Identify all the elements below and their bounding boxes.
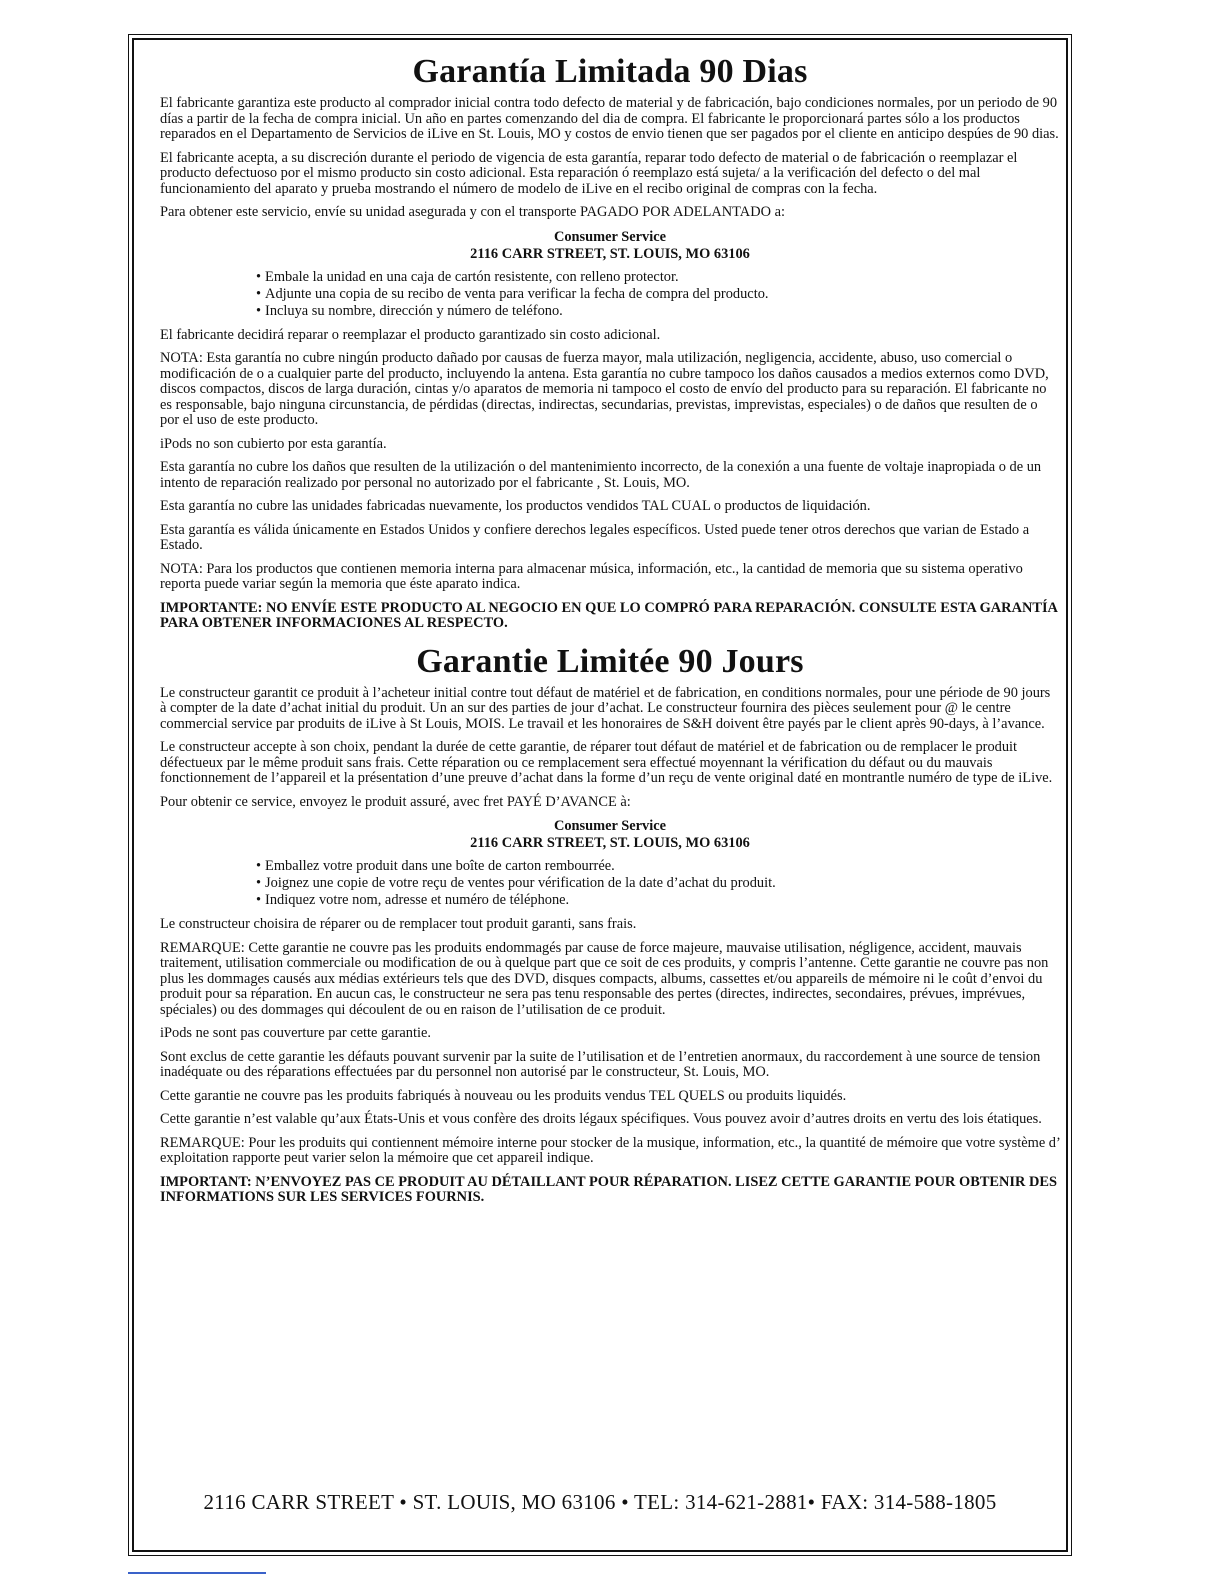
spanish-service-name: Consumer Service bbox=[553, 228, 667, 245]
page-edge-mark bbox=[128, 1572, 266, 1574]
spanish-paragraph-validity: Esta garantía es válida únicamente en Estados Unidos y confiere derechos legales específicos. Usted puede tener otros derechos que varian de Estado a Estado. bbox=[160, 521, 1030, 553]
spanish-important-notice: IMPORTANTE: NO ENVÍE ESTE PRODUCTO AL NEGOCIO EN QUE LO COMPRÓ PARA REPARACIÓN. CONSULTE ESTA GARANTÍA PARA OBTENER INFORMACIONES AL RESPECTO. bbox=[160, 599, 1058, 631]
list-item: • Emballez votre produit dans une boîte de carton rembourrée. bbox=[256, 858, 1060, 875]
list-item: • Indiquez votre nom, adresse et numéro de téléphone. bbox=[256, 892, 1060, 909]
spanish-warranty-section bbox=[160, 52, 1060, 632]
french-title: Garantie Limitée 90 Jours bbox=[416, 642, 804, 680]
spanish-paragraph-refurbished: Esta garantía no cubre las unidades fabricadas nuevamente, los productos vendidos TAL CUAL o productos de liquidación. bbox=[160, 498, 871, 514]
spanish-paragraph-coverage: El fabricante garantiza este producto al comprador inicial contra todo defecto de material y de fabricación, bajo condiciones normales, por un periodo de 90 días a partir de la fecha de compra inicial. Un año en partes comenzando del dia de compra. El fabricante le proporcionará partes sólo a los productos reparados en el Departamento de Servicios de iLive en St. Louis, MO y costos de envio tienen que ser pagados por el cliente en anticipo despúes de 90 dias. bbox=[160, 95, 1059, 142]
list-item: • Joignez une copie de votre reçu de ventes pour vérification de la date d’achat du produit. bbox=[256, 875, 1060, 892]
list-item: • Embale la unidad en una caja de cartón resistente, con relleno protector. bbox=[256, 269, 1060, 286]
spanish-service-address-block bbox=[160, 229, 1060, 263]
french-paragraph-shipping: Pour obtenir ce service, envoyez le produit assuré, avec fret PAYÉ D’AVANCE à: bbox=[160, 793, 631, 810]
spanish-paragraph-shipping: Para obtener este servicio, envíe su unidad asegurada y con el transporte PAGADO POR ADELANTADO a: bbox=[160, 204, 785, 220]
french-paragraph-validity: Cette garantie n’est valable qu’aux États-Unis et vous confère des droits légaux spécifiques. Vous pouvez avoir d’autres droits en vertu des lois étatiques. bbox=[160, 1111, 1042, 1127]
french-paragraph-remarque: REMARQUE: Cette garantie ne couvre pas les produits endommagés par cause de force majeure, mauvaise utilisation, négligence, accident, mauvais traitement, utilisation commerciale ou modification de ou à quelque part que ce soit de ces produits, y compris l’antenne. Cette garantie ne couvre pas non plus les dommages causés aux médias extérieurs tels que des DVD, disques compacts, albums, cassettes et/ou appareils de mémoire ni le coût d’envoi du produit pour sa réparation. En aucun cas, le constructeur ne sera pas tenu responsable des pertes (directes, indirectes, secondaires, prévues, imprévues, spéciales) ou des dommages qui découlent de ou en raison de l’utilisation de ce produit. bbox=[160, 939, 1049, 1018]
french-service-address-block bbox=[160, 818, 1060, 852]
french-paragraph-repair: Le constructeur accepte à son choix, pendant la durée de cette garantie, de réparer tout défaut de matériel et de fabrication ou de remplacer le produit défectueux par le même produit sans frais. Cette réparation ou ce remplacement sera effectué moyennant la vérification du défaut ou du mauvais fonctionnement de l’appareil et la présentation d’une preuve d’achat dans la forme d’un reçu de vente original daté en montrantle numéro de type de iLive. bbox=[160, 739, 1053, 786]
spanish-paragraph-memory: NOTA: Para los productos que contienen memoria interna para almacenar música, información, etc., la cantidad de memoria que su sistema operativo reporta puede variar según la memoria que éste aparato indica. bbox=[160, 560, 1023, 592]
french-warranty-section bbox=[160, 642, 1060, 1206]
french-paragraph-refurbished: Cette garantie ne couvre pas les produits fabriqués à nouveau ou les produits vendus TEL QUELS ou produits liquidés. bbox=[160, 1087, 847, 1104]
spanish-title: Garantía Limitada 90 Dias bbox=[412, 53, 808, 90]
warranty-content bbox=[160, 52, 1060, 1216]
french-service-address: 2116 CARR STREET, ST. LOUIS, MO 63106 bbox=[470, 835, 750, 851]
spanish-paragraph-ipods: iPods no son cubierto por esta garantía. bbox=[160, 435, 387, 452]
french-bullet-list bbox=[256, 858, 1060, 909]
french-paragraph-coverage: Le constructeur garantit ce produit à l’acheteur initial contre tout défaut de matériel et de fabrication, en conditions normales, pour une période de 90 jours à compter de la date d’achat initial du produit. Un an sur des parties de jour d’achat. Le constructeur fournira des pièces seulement pour @ le centre commercial service par produits de iLive à St Louis, MOIS. Le travail et les honoraires de S&H doivent être payés par le client après 90-days, à l’avance. bbox=[160, 684, 1051, 732]
spanish-paragraph-exclusions: Esta garantía no cubre los daños que resulten de la utilización o del mantenimiento incorrecto, de la conexión a una fuente de voltaje inapropiada o de un intento de reparación realizado por personal no autorizado por el fabricante , St. Louis, MO. bbox=[160, 459, 1042, 491]
list-item: • Incluya su nombre, dirección y número de teléfono. bbox=[256, 303, 1060, 320]
spanish-paragraph-nota: NOTA: Esta garantía no cubre ningún producto dañado por causas de fuerza mayor, mala utilización, negligencia, accidente, abuso, uso comercial o modificación de o a cualquier parte del producto, incluyendo la antena. Esta garantía no cubre tampoco los daños causados a medios externos como DVD, discos compactos, discos de larga duración, cintas y/o aparatos de memoria ni tampoco el costo de envío del producto para su reparación. El fabricante no es responsable, bajo ninguna circunstancia, de pérdidas (directas, indirectas, secundarias, previstas, imprevistas, especiales) o de daños que resulten de o por el uso de este producto. bbox=[160, 350, 1049, 428]
french-important-notice: IMPORTANT: N’ENVOYEZ PAS CE PRODUIT AU DÉTAILLANT POUR RÉPARATION. LISEZ CETTE GARANTIE POUR OBTENIR DES INFORMATIONS SUR LES SERVICES FOURNIS. bbox=[160, 1173, 1058, 1205]
spanish-bullet-list bbox=[256, 269, 1060, 320]
spanish-service-address: 2116 CARR STREET, ST. LOUIS, MO 63106 bbox=[470, 245, 750, 262]
spanish-paragraph-repair: El fabricante acepta, a su discreción durante el periodo de vigencia de esta garantía, reparar todo defecto de material o de fabricación o reemplazar el producto defectuoso por el mismo producto sin costo adicional. Esta reparación ó reemplazo está sujeta/ a la verificación del defecto o del mal funcionamiento del aparato y prueba mostrando el número de modelo de iLive en el recibo original de compras con la fecha. bbox=[160, 149, 1018, 197]
french-paragraph-decision: Le constructeur choisira de réparer ou de remplacer tout produit garanti, sans frais. bbox=[160, 916, 637, 932]
french-paragraph-ipods: iPods ne sont pas couverture par cette garantie. bbox=[160, 1025, 431, 1041]
french-paragraph-memory: REMARQUE: Pour les produits qui contiennent mémoire interne pour stocker de la musique, information, etc., la quantité de mémoire que votre système d’ exploitation rapporte peut varier selon la mémoire que cet appareil indique. bbox=[160, 1134, 1060, 1166]
french-paragraph-exclusions: Sont exclus de cette garantie les défauts pouvant survenir par la suite de l’utilisation et de l’entretien anormaux, du raccordement à une source de tension inadéquate ou des réparations effectuées par du personnel non autorisé par le constructeur, St. Louis, MO. bbox=[160, 1048, 1041, 1080]
spanish-paragraph-decision: El fabricante decidirá reparar o reemplazar el producto garantizado sin costo adicional. bbox=[160, 326, 661, 343]
footer-contact-line: 2116 CARR STREET • ST. LOUIS, MO 63106 • TEL: 314-621-2881• FAX: 314-588-1805 bbox=[203, 1490, 997, 1514]
list-item: • Adjunte una copia de su recibo de venta para verificar la fecha de compra del producto. bbox=[256, 286, 1060, 303]
french-service-name: Consumer Service bbox=[553, 818, 667, 834]
